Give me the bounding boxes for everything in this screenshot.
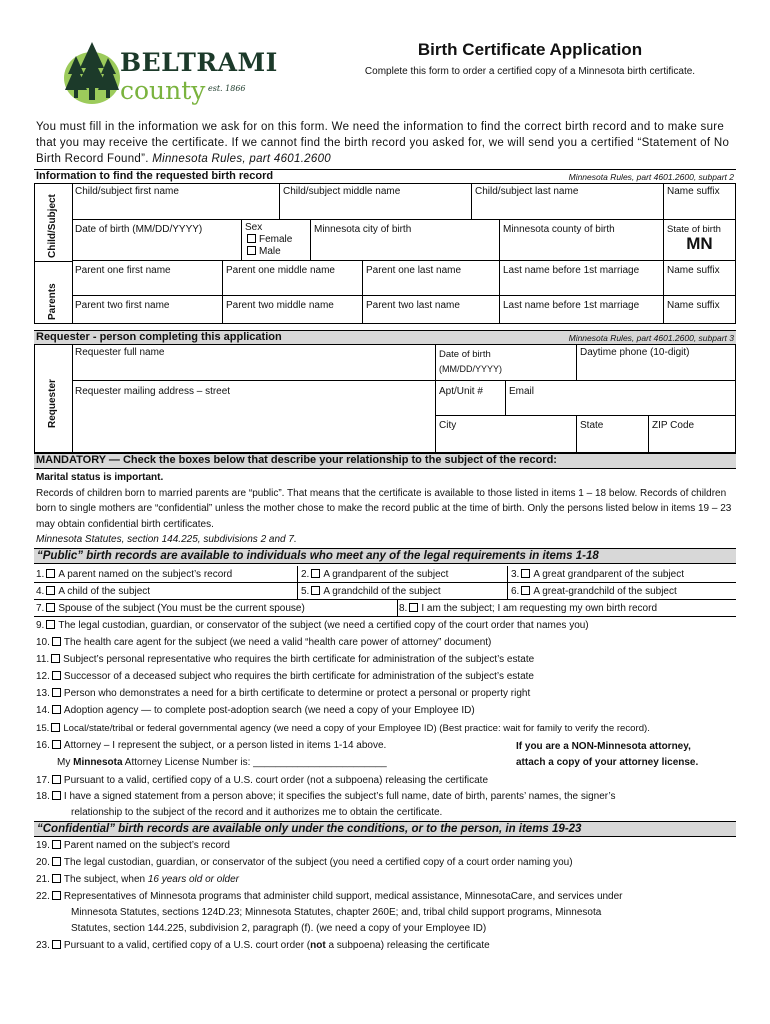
child-subject-label: Child/Subject [47, 194, 58, 258]
state-of-birth-value: MN [686, 234, 713, 253]
requester-city-field[interactable] [436, 416, 577, 453]
parents-label: Parents [47, 283, 58, 320]
attorney-license-post: Attorney License Number is: ________________________ [122, 757, 387, 768]
public-item-9-checkbox[interactable] [46, 620, 55, 629]
public-item-4-checkbox[interactable] [46, 586, 55, 595]
conf-item-22-cont1: Minnesota Statutes, sections 124D.23; Minnesota Statutes, chapter 260E; and, tribal child support programs, Minnesota [71, 907, 602, 918]
male-checkbox[interactable] [247, 246, 256, 255]
requester-section-rule: Minnesota Rules, part 4601.2600, subpart 3 [568, 333, 734, 343]
parent2-middle-name-field[interactable] [223, 296, 363, 324]
requester-dob-format: (MM/DD/YYYY) [439, 364, 502, 374]
grid-divider [34, 261, 72, 262]
record-section-header [34, 169, 736, 184]
public-item-3-label: A great grandparent of the subject [533, 569, 685, 580]
requester-section-header [34, 330, 736, 345]
child-first-name-field[interactable] [72, 184, 280, 220]
child-last-name-label: Child/subject last name [475, 186, 579, 197]
parent2-maiden-name-label: Last name before 1st marriage [503, 300, 640, 311]
public-item-14-checkbox[interactable] [52, 705, 61, 714]
public-item-15[interactable]: 15. Local/state/tribal or federal governmental agency (we need a copy of your Employee ID) (Best practice: wait for family to verify the record). [36, 723, 650, 734]
public-item-13-checkbox[interactable] [52, 688, 61, 697]
requester-dob-label: Date of birth [439, 349, 491, 360]
conf-item-23[interactable]: 23. Pursuant to a valid, certified copy of a U.S. court order (not a subpoena) releasing the certificate [36, 940, 490, 951]
conf-item-21-checkbox[interactable] [52, 874, 61, 883]
conf-item-21-em: 16 years old or older [147, 874, 240, 885]
conf-item-19-checkbox[interactable] [52, 840, 61, 849]
conf-item-21-pre: The subject, when [63, 874, 148, 885]
conf-item-19-label: Parent named on the subject’s record [63, 840, 230, 851]
requester-email-field[interactable] [506, 381, 736, 416]
conf-item-22-checkbox[interactable] [52, 891, 61, 900]
public-item-15-label: Local/state/tribal or federal governmental agency (we need a copy of your Employee ID) (Best practice: wait for family to verify the record). [63, 723, 650, 734]
public-item-5[interactable]: 5. A grandchild of the subject [301, 586, 441, 597]
page-subtitle: Complete this form to order a certified copy of a Minnesota birth certificate. [364, 66, 696, 77]
parent2-first-name-field[interactable] [72, 296, 223, 324]
public-item-9-label: The legal custodian, guardian, or conservator of the subject (we need a certified copy of the court order that names you) [58, 620, 589, 631]
requester-address-field[interactable] [72, 381, 436, 453]
public-item-16-checkbox[interactable] [52, 740, 61, 749]
conf-item-21[interactable]: 21. The subject, when 16 years old or older [36, 874, 240, 885]
parent1-last-name-field[interactable] [363, 261, 500, 296]
public-item-5-checkbox[interactable] [311, 586, 320, 595]
conf-item-22[interactable]: 22. Representatives of Minnesota programs that administer child support, medical assistance, MinnesotaCare, and services under [36, 891, 623, 902]
public-item-8-label: I am the subject; I am requesting my own birth record [421, 603, 658, 614]
public-item-3-checkbox[interactable] [521, 569, 530, 578]
public-item-6-checkbox[interactable] [521, 586, 530, 595]
non-mn-attorney-note-1: If you are a NON-Minnesota attorney, [516, 741, 691, 752]
public-item-4-label: A child of the subject [58, 586, 151, 597]
intro-rule: Minnesota Rules, part 4601.2600 [152, 153, 331, 165]
parent1-first-name-field[interactable] [72, 261, 223, 296]
conf-item-22-cont2: Statutes, section 144.225, subdivision 2, paragraph (f). (we need a copy of your Employee ID) [71, 923, 487, 934]
county-of-birth-field[interactable] [500, 220, 664, 261]
child-name-suffix-field[interactable] [664, 184, 736, 220]
requester-side-label: Requester [47, 379, 58, 428]
parent2-maiden-name-field[interactable] [500, 296, 664, 324]
public-item-12[interactable]: 12. Successor of a deceased subject who requires the birth certificate for administration of the subject’s estate [36, 671, 534, 682]
requester-phone-label: Daytime phone (10-digit) [580, 347, 690, 358]
record-section-title: Information to find the requested birth record [36, 170, 274, 182]
child-last-name-field[interactable] [472, 184, 664, 220]
public-item-18-label: I have a signed statement from a person above; it specifies the subject’s full name, date of birth, parents’ names, the signer’s [63, 791, 616, 802]
public-item-11-label: Subject’s personal representative who requires the birth certificate for administration of the subject’s estate [63, 654, 535, 665]
public-item-3[interactable]: 3. A great grandparent of the subject [511, 569, 685, 580]
mandatory-statute: Minnesota Statutes, section 144.225, subdivisions 2 and 7. [36, 534, 297, 545]
county-of-birth-label: Minnesota county of birth [503, 224, 615, 235]
conf-item-23-bold: not [310, 940, 326, 951]
public-item-8-checkbox[interactable] [409, 603, 418, 612]
public-item-2[interactable]: 2. A grandparent of the subject [301, 569, 449, 580]
parent2-middle-name-label: Parent two middle name [226, 300, 334, 311]
logo-county: county [120, 76, 206, 105]
parent2-suffix-label: Name suffix [667, 300, 720, 311]
public-item-7-checkbox[interactable] [46, 603, 55, 612]
public-item-18-cont: relationship to the subject of the record and it authorizes me to obtain the certificate. [71, 807, 443, 818]
female-label: Female [259, 234, 293, 245]
beltrami-county-logo [62, 38, 284, 108]
state-of-birth-label: State of birth [667, 224, 721, 235]
public-item-17-checkbox[interactable] [52, 775, 61, 784]
confidential-records-header [34, 821, 736, 837]
requester-section-title: Requester - person completing this application [36, 331, 282, 343]
parent1-maiden-name-field[interactable] [500, 261, 664, 296]
city-of-birth-label: Minnesota city of birth [314, 224, 412, 235]
requester-full-name-field[interactable] [72, 345, 436, 381]
parent1-suffix-label: Name suffix [667, 265, 720, 276]
public-item-6[interactable]: 6. A great-grandchild of the subject [511, 586, 677, 597]
public-item-1[interactable]: 1. A parent named on the subject’s record [36, 569, 233, 580]
public-item-18-checkbox[interactable] [52, 791, 61, 800]
attorney-license-pre: My [57, 757, 74, 768]
public-item-18[interactable]: 18. I have a signed statement from a person above; it specifies the subject’s full name, date of birth, parents’ names, the signer’s [36, 791, 616, 802]
child-dob-field[interactable] [72, 220, 242, 261]
public-item-14[interactable]: 14. Adoption agency — to complete post-adoption search (we need a copy of your Employee ID) [36, 705, 475, 716]
conf-item-22-label: Representatives of Minnesota programs that administer child support, medical assistance, MinnesotaCare, and services under [63, 891, 623, 902]
parent1-middle-name-field[interactable] [223, 261, 363, 296]
requester-dob-field[interactable] [436, 345, 577, 381]
requester-zip-field[interactable] [649, 416, 736, 453]
attorney-license-bold: Minnesota [73, 757, 123, 768]
public-item-10-checkbox[interactable] [52, 637, 61, 646]
public-item-9[interactable]: 9. The legal custodian, guardian, or conservator of the subject (we need a certified copy of the court order that names you) [36, 620, 589, 631]
page-title: Birth Certificate Application [417, 40, 643, 59]
child-middle-name-label: Child/subject middle name [283, 186, 401, 197]
state-of-birth-field [664, 220, 736, 261]
male-label: Male [259, 246, 281, 257]
non-mn-attorney-note-2: attach a copy of your attorney license. [516, 757, 699, 768]
intro-text: You must fill in the information we ask for on this form. We need the information to find the correct birth record and to make sure that you may receive the certificate. If we cannot find the birth record you asked for, we will send you a certified “Statement of No Birth Record Found”. [36, 121, 730, 165]
parent2-suffix-field[interactable] [664, 296, 736, 324]
confidential-records-title: “Confidential” birth records are available only under the conditions, or to the person, in items 19-23 [37, 823, 582, 835]
requester-phone-field[interactable] [577, 345, 736, 381]
requester-email-label: Email [509, 386, 535, 397]
logo-est: est. 1866 [208, 84, 246, 93]
parent2-last-name-field[interactable] [363, 296, 500, 324]
record-section-rule: Minnesota Rules, part 4601.2600, subpart 2 [568, 172, 734, 182]
non-mn-attorney-note [516, 739, 698, 771]
requester-city-label: City [439, 420, 457, 431]
male-option[interactable] [245, 246, 307, 258]
public-item-7[interactable]: 7. Spouse of the subject (You must be the current spouse) [36, 603, 305, 614]
child-middle-name-field[interactable] [280, 184, 472, 220]
public-item-1-checkbox[interactable] [46, 569, 55, 578]
parent1-last-name-label: Parent one last name [366, 265, 462, 276]
child-first-name-label: Child/subject first name [75, 186, 179, 197]
public-item-5-label: A grandchild of the subject [323, 586, 441, 597]
conf-item-19[interactable]: 19. Parent named on the subject’s record [36, 840, 230, 851]
public-records-header [34, 548, 736, 564]
requester-zip-label: ZIP Code [652, 420, 695, 431]
female-checkbox[interactable] [247, 234, 256, 243]
mandatory-title: MANDATORY — Check the boxes below that describe your relationship to the subject of the record: [36, 454, 557, 466]
public-item-13-label: Person who demonstrates a need for a birth certificate to determine or protect a personal or property right [63, 688, 531, 699]
intro-paragraph [36, 119, 736, 167]
public-item-12-checkbox[interactable] [52, 671, 61, 680]
conf-item-23-checkbox[interactable] [52, 940, 61, 949]
requester-apt-label: Apt/Unit # [439, 386, 483, 397]
mandatory-paragraph: Records of children born to married parents are “public”. That means that the certificate is available to those listed in items 1 – 18 below. Records of children born to single mothers are “confidential” unless the mother chose to make the record public at the time of birth. Only the persons listed below in items 19 – 23 may obtain confidential birth certificates. [36, 487, 732, 530]
parent2-last-name-label: Parent two last name [366, 300, 460, 311]
public-item-13[interactable]: 13. Person who demonstrates a need for a birth certificate to determine or protect a personal or property right [36, 688, 531, 699]
public-item-2-checkbox[interactable] [311, 569, 320, 578]
conf-item-20[interactable]: 20. The legal custodian, guardian, or conservator of the subject (you need a certified copy of a court order naming you) [36, 857, 573, 868]
public-item-8[interactable]: 8. I am the subject; I am requesting my own birth record [399, 603, 658, 614]
conf-item-20-label: The legal custodian, guardian, or conservator of the subject (you need a certified copy of a court order naming you) [63, 857, 573, 868]
conf-item-23-post: a subpoena) releasing the certificate [325, 940, 490, 951]
sex-field [242, 220, 311, 261]
public-item-7-label: Spouse of the subject (You must be the current spouse) [58, 603, 305, 614]
public-item-12-label: Successor of a deceased subject who requires the birth certificate for administration of the subject’s estate [63, 671, 534, 682]
parent2-first-name-label: Parent two first name [75, 300, 170, 311]
logo-name: BELTRAMI [120, 48, 278, 77]
pine-trees-icon [62, 38, 122, 108]
public-item-11[interactable]: 11. Subject’s personal representative who requires the birth certificate for administration of the subject’s estate [36, 654, 535, 665]
parent1-maiden-name-label: Last name before 1st marriage [503, 265, 640, 276]
requester-full-name-label: Requester full name [75, 347, 165, 358]
public-item-6-label: A great-grandchild of the subject [533, 586, 677, 597]
attorney-license-line[interactable] [57, 757, 387, 768]
requester-state-label: State [580, 420, 604, 431]
child-name-suffix-label: Name suffix [667, 186, 720, 197]
public-item-16-label: Attorney – I represent the subject, or a person listed in items 1-14 above. [63, 740, 387, 751]
public-item-14-label: Adoption agency — to complete post-adoption search (we need a copy of your Employee ID) [63, 705, 475, 716]
public-item-4[interactable]: 4. A child of the subject [36, 586, 151, 597]
parent1-middle-name-label: Parent one middle name [226, 265, 335, 276]
mandatory-body [36, 470, 736, 548]
mandatory-header [34, 453, 736, 469]
requester-state-field[interactable] [577, 416, 649, 453]
public-item-1-label: A parent named on the subject’s record [58, 569, 233, 580]
conf-item-20-checkbox[interactable] [52, 857, 61, 866]
public-records-title: “Public” birth records are available to individuals who meet any of the legal requirements in items 1-18 [37, 550, 599, 562]
public-item-11-checkbox[interactable] [51, 654, 60, 663]
parent1-first-name-label: Parent one first name [75, 265, 171, 276]
public-item-2-label: A grandparent of the subject [323, 569, 449, 580]
marital-status-note: Marital status is important. [36, 472, 164, 483]
child-dob-label: Date of birth (MM/DD/YYYY) [75, 224, 203, 235]
sex-label: Sex [245, 222, 263, 233]
public-item-10-label: The health care agent for the subject (we need a valid “health care power of attorney” document) [63, 637, 492, 648]
city-of-birth-field[interactable] [311, 220, 500, 261]
public-item-10[interactable]: 10. The health care agent for the subject (we need a valid “health care power of attorney” document) [36, 637, 492, 648]
female-option[interactable] [245, 234, 307, 246]
public-item-17[interactable]: 17. Pursuant to a valid, certified copy of a U.S. court order (not a subpoena) releasing the certificate [36, 775, 489, 786]
public-item-15-checkbox[interactable] [51, 723, 60, 732]
requester-address-label: Requester mailing address – street [75, 386, 231, 397]
public-item-16[interactable]: 16. Attorney – I represent the subject, or a person listed in items 1-14 above. [36, 740, 387, 751]
parent1-suffix-field[interactable] [664, 261, 736, 296]
conf-item-23-pre: Pursuant to a valid, certified copy of a U.S. court order ( [63, 940, 311, 951]
requester-apt-field[interactable] [436, 381, 506, 416]
public-item-17-label: Pursuant to a valid, certified copy of a U.S. court order (not a subpoena) releasing the certificate [63, 775, 489, 786]
